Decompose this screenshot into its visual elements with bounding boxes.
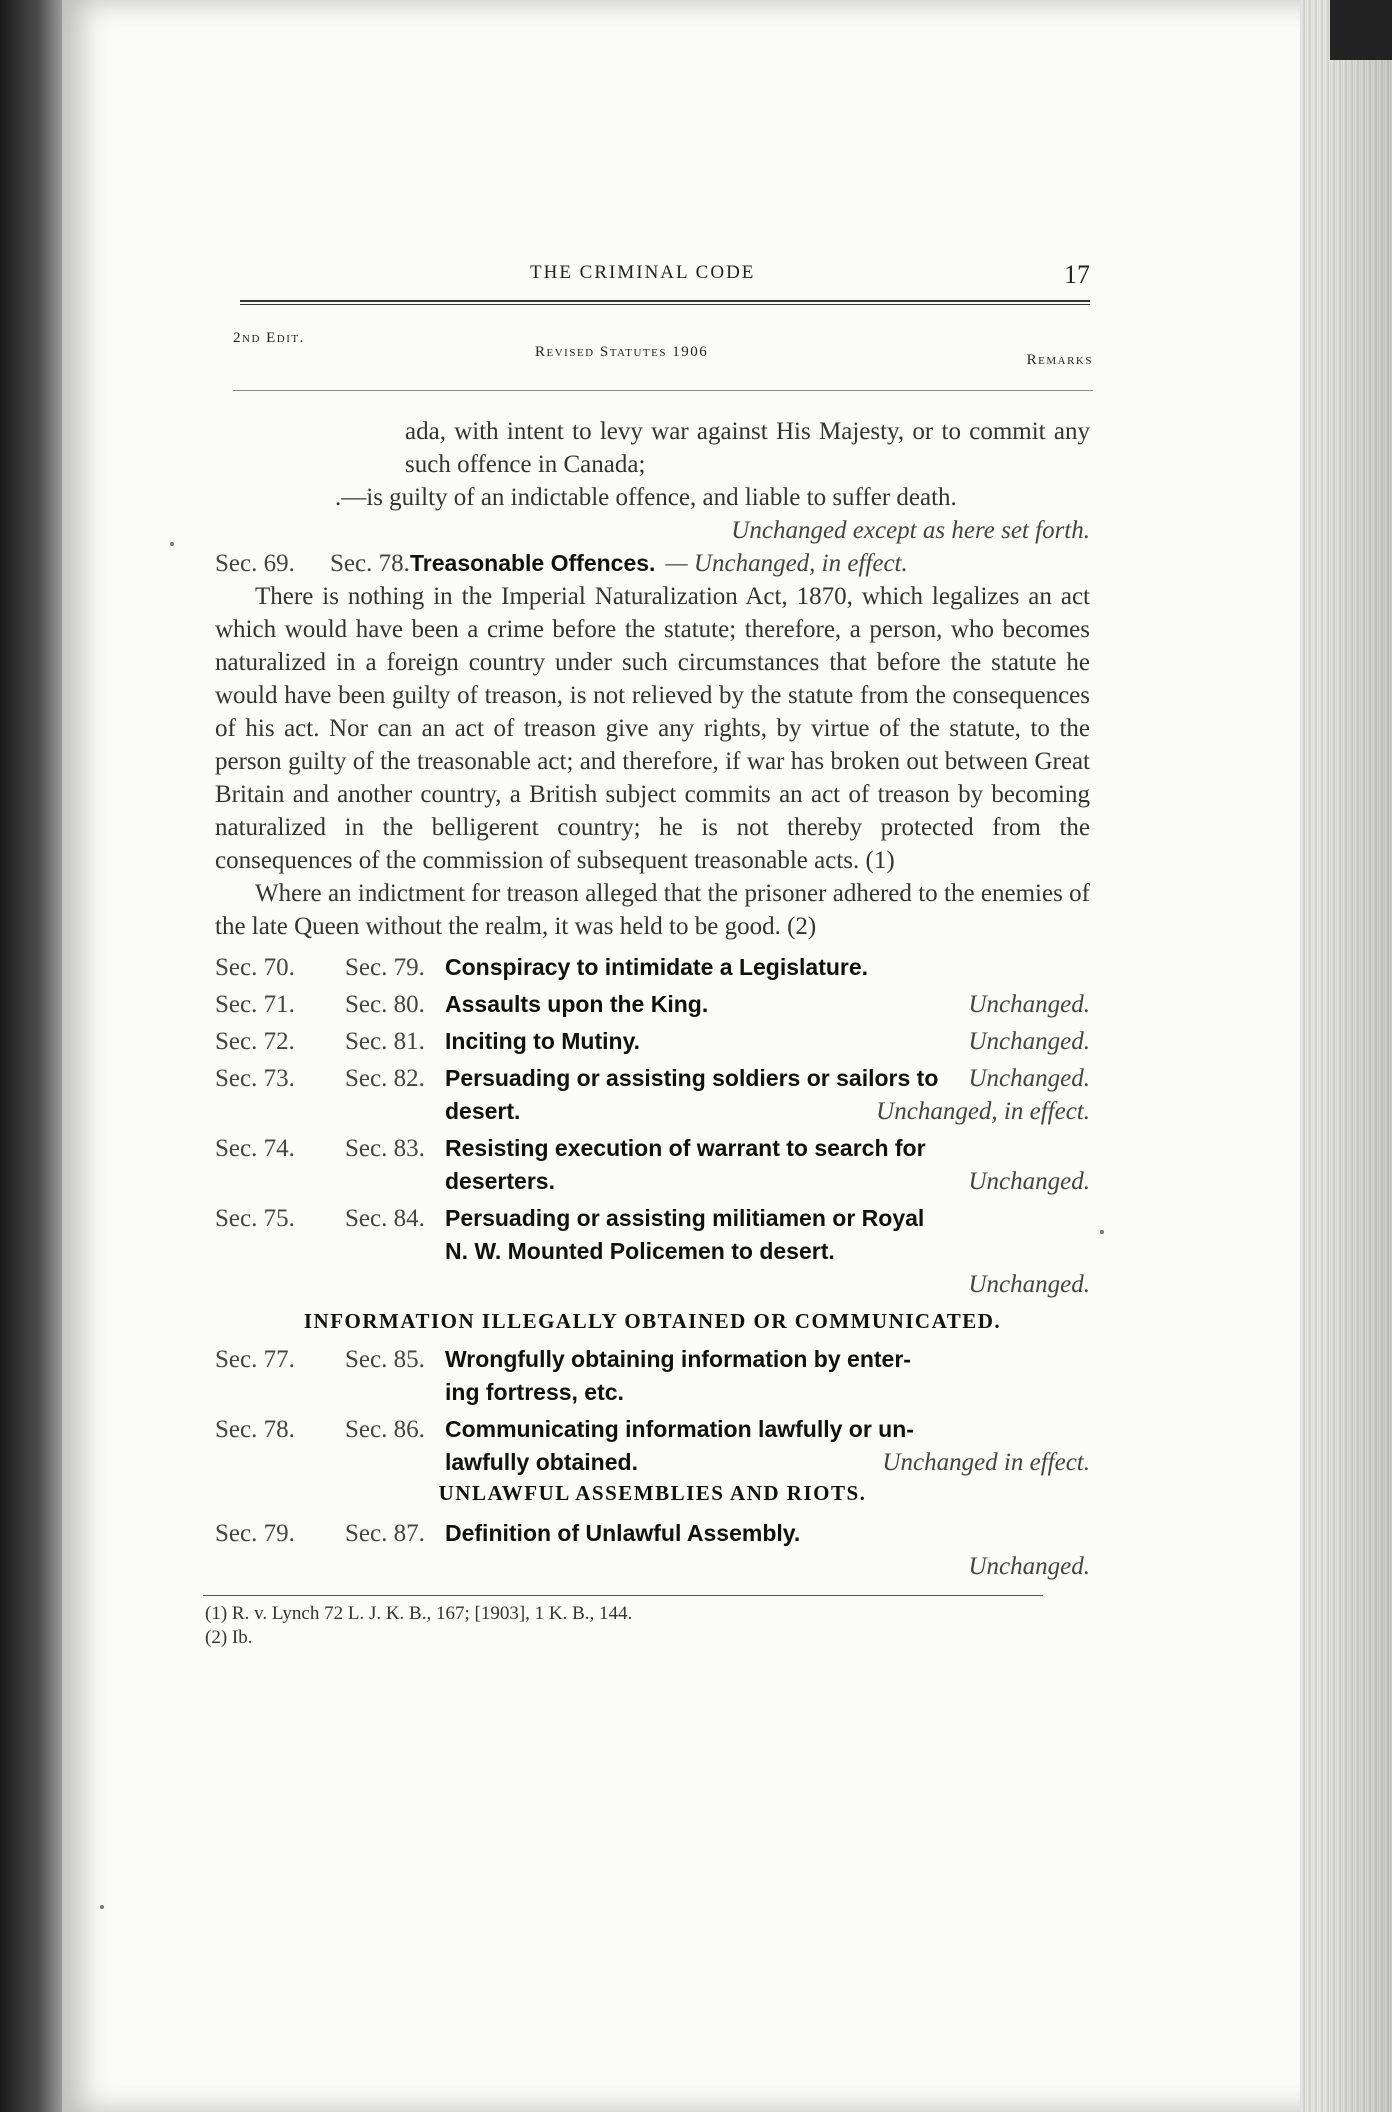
- head-rule: [240, 300, 1090, 305]
- old-section-ref: Sec. 78.: [215, 1416, 295, 1443]
- section-entry: [215, 1517, 1090, 1550]
- scan-speck: [1100, 1230, 1104, 1234]
- section-entry: [215, 1132, 1090, 1165]
- section-title: Inciting to Mutiny.: [445, 1028, 641, 1054]
- section-list: [215, 951, 1090, 1301]
- section-78-heading: [215, 547, 1090, 580]
- continued-penalty: .—is guilty of an indictable offence, and liable to suffer death.: [335, 484, 957, 511]
- old-section-ref: Sec. 75.: [215, 1205, 295, 1232]
- section-status: Unchanged.: [968, 991, 1090, 1018]
- new-section-ref: Sec. 84.: [345, 1205, 425, 1232]
- section-title: Definition of Unlawful Assembly.: [445, 1520, 801, 1546]
- subheading-information: INFORMATION ILLEGALLY OBTAINED OR COMMUNICATED.: [303, 1309, 1002, 1333]
- section-title: Resisting execution of warrant to search for: [445, 1135, 926, 1161]
- section-title-cont: N. W. Mounted Policemen to desert.: [445, 1238, 835, 1264]
- section-entry-continuation: [215, 1446, 1090, 1479]
- section-status: Unchanged, in effect.: [876, 1098, 1090, 1125]
- section-status: Unchanged.: [968, 1028, 1090, 1055]
- page-number: 17: [1064, 260, 1090, 289]
- new-section-ref: Sec. 78.: [330, 550, 410, 577]
- section-status: Unchanged.: [968, 1271, 1090, 1298]
- new-section-ref: Sec. 80.: [345, 991, 425, 1018]
- section-entry-continuation: [215, 1165, 1090, 1198]
- section-title-cont: ing fortress, etc.: [445, 1379, 624, 1405]
- section-entry: [215, 1413, 1090, 1446]
- section-title-cont: lawfully obtained.: [445, 1449, 638, 1475]
- running-title: THE CRIMINAL CODE: [530, 262, 756, 283]
- section-status: Unchanged.: [968, 1065, 1090, 1092]
- scan-speck: [170, 542, 174, 546]
- section-status: Unchanged.: [968, 1168, 1090, 1195]
- footnotes: [205, 1596, 1090, 1650]
- continued-status: Unchanged except as here set forth.: [731, 517, 1090, 544]
- new-section-ref: Sec. 87.: [345, 1520, 425, 1547]
- section-list-information: [215, 1343, 1090, 1479]
- section-entry: [215, 1202, 1090, 1235]
- scan-speck: [100, 1905, 104, 1909]
- section-entry: [215, 1062, 1090, 1095]
- old-section-ref: Sec. 71.: [215, 991, 295, 1018]
- old-section-ref: Sec. 72.: [215, 1028, 295, 1055]
- section-entry: [215, 1025, 1090, 1058]
- old-section-ref: Sec. 79.: [215, 1520, 295, 1547]
- commentary-paragraph: Where an indictment for treason alleged that the prisoner adhered to the enemies of the late Queen without the realm, it was held to be good. (2): [215, 880, 1090, 940]
- section-status: — Unchanged, in effect.: [665, 550, 908, 577]
- old-section-ref: Sec. 69.: [215, 550, 295, 577]
- section-title: Persuading or assisting soldiers or sailors to: [445, 1065, 939, 1091]
- new-section-ref: Sec. 85.: [345, 1346, 425, 1373]
- new-section-ref: Sec. 82.: [345, 1065, 425, 1092]
- section-entry: [215, 1343, 1090, 1376]
- column-remarks: Remarks: [1026, 352, 1093, 368]
- new-section-ref: Sec. 83.: [345, 1135, 425, 1162]
- column-headers: [233, 330, 1093, 370]
- commentary-paragraph: There is nothing in the Imperial Naturalization Act, 1870, which legalizes an act which would have been a crime before the statute; therefore, a person, who becomes naturalized in a foreign country under such circumstances that before the statute he would have been guilty of treason, is not relieved by the statute from the consequences of his act. Nor can an act of treason give any rights, by virtue of the statute, to the person guilty of the treasonable act; and therefore, if war has broken out between Great Britain and another country, a British subject commits an act of treason by becoming naturalized in the belligerent country; he is not thereby protected from the consequences of the commission of subsequent treasonable acts. (1): [215, 583, 1090, 874]
- page-body: [205, 415, 1090, 1650]
- new-section-ref: Sec. 79.: [345, 954, 425, 981]
- subheading-riots: UNLAWFUL ASSEMBLIES AND RIOTS.: [438, 1481, 867, 1505]
- scan-corner: [1330, 0, 1392, 60]
- section-title-cont: desert.: [445, 1098, 521, 1124]
- new-section-ref: Sec. 81.: [345, 1028, 425, 1055]
- section-title: Treasonable Offences.: [410, 550, 656, 576]
- running-head: [240, 250, 1090, 330]
- section-title: Wrongfully obtaining information by enter-: [445, 1346, 911, 1372]
- section-title: Assaults upon the King.: [445, 991, 709, 1017]
- section-title: Persuading or assisting militiamen or Royal: [445, 1205, 925, 1231]
- page-edge-shadow: [1318, 0, 1392, 2112]
- section-entry-continuation: [215, 1095, 1090, 1128]
- section-status: Unchanged.: [968, 1553, 1090, 1580]
- section-title: Conspiracy to intimidate a Legislature.: [445, 954, 869, 980]
- section-title-cont: deserters.: [445, 1168, 555, 1194]
- old-section-ref: Sec. 74.: [215, 1135, 295, 1162]
- old-section-ref: Sec. 70.: [215, 954, 295, 981]
- footnote-1: (1) R. v. Lynch 72 L. J. K. B., 167; [1903], 1 K. B., 144.: [205, 1603, 633, 1624]
- footnote-2: (2) Ib.: [205, 1627, 253, 1648]
- column-rule: [233, 390, 1093, 391]
- continued-clause: ada, with intent to levy war against His Majesty, or to commit any such offence in Canada;: [405, 418, 1090, 478]
- section-entry: [215, 951, 1090, 984]
- section-entry-continuation: [215, 1376, 1090, 1409]
- new-section-ref: Sec. 86.: [345, 1416, 425, 1443]
- old-section-ref: Sec. 77.: [215, 1346, 295, 1373]
- column-statutes: Revised Statutes 1906: [535, 344, 709, 360]
- book-spine-shadow: [0, 0, 62, 2112]
- section-status: Unchanged in effect.: [882, 1449, 1090, 1476]
- old-section-ref: Sec. 73.: [215, 1065, 295, 1092]
- section-entry-continuation: [215, 1235, 1090, 1268]
- column-edition: 2nd Edit.: [233, 330, 305, 346]
- section-title: Communicating information lawfully or un-: [445, 1416, 914, 1442]
- section-entry: [215, 988, 1090, 1021]
